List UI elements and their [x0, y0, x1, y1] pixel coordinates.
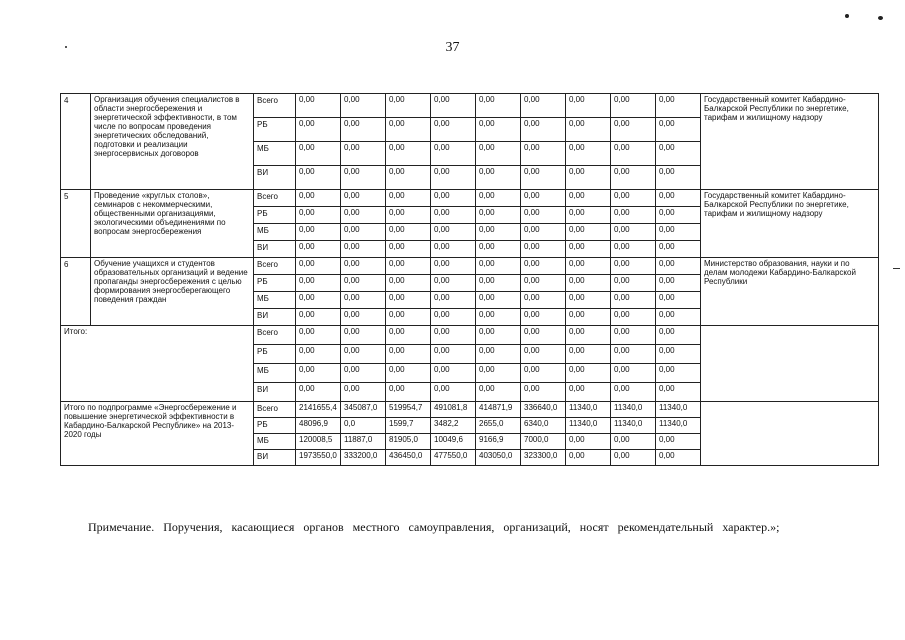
- funding-value: 0,00: [386, 166, 431, 190]
- funding-value: 0,00: [476, 118, 521, 142]
- funding-value: 403050,0: [476, 450, 521, 466]
- funding-source-label: ВИ: [254, 309, 296, 326]
- funding-value: 0,00: [656, 450, 701, 466]
- funding-value: 0,00: [296, 345, 341, 364]
- funding-value: 0,00: [611, 345, 656, 364]
- funding-value: 0,00: [566, 224, 611, 241]
- funding-value: 0,00: [431, 326, 476, 345]
- funding-value: 333200,0: [341, 450, 386, 466]
- funding-source-label: Всего: [254, 326, 296, 345]
- funding-value: 0,00: [386, 94, 431, 118]
- funding-value: 0,00: [566, 345, 611, 364]
- funding-value: 0,00: [656, 207, 701, 224]
- funding-source-label: РБ: [254, 345, 296, 364]
- funding-value: 0,00: [386, 142, 431, 166]
- funding-source-label: РБ: [254, 207, 296, 224]
- funding-value: 0,00: [566, 258, 611, 275]
- funding-value: 0,00: [521, 309, 566, 326]
- funding-value: 0,00: [521, 326, 566, 345]
- funding-value: 0,00: [476, 292, 521, 309]
- funding-value: 0,00: [431, 94, 476, 118]
- funding-value: 0,00: [611, 309, 656, 326]
- funding-value: 323300,0: [521, 450, 566, 466]
- funding-value: 0,00: [386, 118, 431, 142]
- funding-source-label: ВИ: [254, 166, 296, 190]
- funding-value: 7000,0: [521, 434, 566, 450]
- funding-value: 0,00: [386, 275, 431, 292]
- measure-name: Обучение учащихся и студентов образовательных организаций и ведение пропаганды энергосбережения с целью формирования энергосберегающего поведения граждан: [91, 258, 254, 326]
- funding-value: 0,00: [476, 166, 521, 190]
- funding-value: 0,00: [566, 434, 611, 450]
- funding-value: 0,00: [296, 207, 341, 224]
- funding-value: 11340,0: [566, 418, 611, 434]
- funding-value: 0,00: [296, 383, 341, 402]
- funding-value: 10049,6: [431, 434, 476, 450]
- funding-value: 0,00: [611, 258, 656, 275]
- funding-value: 0,00: [431, 383, 476, 402]
- funding-value: 0,00: [386, 383, 431, 402]
- funding-value: 436450,0: [386, 450, 431, 466]
- funding-value: 0,00: [521, 166, 566, 190]
- funding-value: 0,00: [341, 241, 386, 258]
- funding-value: 0,00: [296, 166, 341, 190]
- funding-source-label: ВИ: [254, 241, 296, 258]
- page-number: 37: [445, 40, 460, 55]
- funding-value: 0,00: [476, 207, 521, 224]
- funding-value: 0,00: [611, 207, 656, 224]
- funding-value: 0,00: [296, 94, 341, 118]
- margin-dash: [893, 268, 900, 269]
- funding-value: 0,00: [431, 345, 476, 364]
- funding-value: 0,00: [431, 258, 476, 275]
- funding-source-label: РБ: [254, 275, 296, 292]
- funding-value: 0,00: [341, 142, 386, 166]
- funding-value: 0,00: [566, 142, 611, 166]
- funding-value: 6340,0: [521, 418, 566, 434]
- funding-value: 48096,9: [296, 418, 341, 434]
- funding-value: 0,00: [296, 309, 341, 326]
- funding-value: 0,00: [656, 166, 701, 190]
- funding-value: 0,00: [611, 190, 656, 207]
- funding-value: 0,00: [296, 326, 341, 345]
- funding-value: 0,00: [566, 309, 611, 326]
- funding-value: 0,00: [656, 118, 701, 142]
- funding-value: 0,00: [431, 207, 476, 224]
- funding-value: 0,00: [656, 345, 701, 364]
- funding-source-label: Всего: [254, 258, 296, 275]
- funding-value: 0,00: [431, 364, 476, 383]
- funding-value: 0,00: [521, 241, 566, 258]
- funding-value: 0,00: [296, 224, 341, 241]
- funding-value: 0,00: [341, 207, 386, 224]
- funding-value: 0,00: [476, 309, 521, 326]
- measure-name: Проведение «круглых столов», семинаров с некоммерческими, общественными организациями, экологическими объединениями по вопросам энергосбережения: [91, 190, 254, 258]
- funding-source-label: МБ: [254, 142, 296, 166]
- footnote-text: Примечание. Поручения, касающиеся органов местного самоуправления, организаций, носят рекомендательный характер.»;: [88, 520, 780, 534]
- funding-source-label: Всего: [254, 402, 296, 418]
- funding-value: 0,00: [611, 224, 656, 241]
- funding-value: 0,00: [386, 224, 431, 241]
- funding-value: 120008,5: [296, 434, 341, 450]
- funding-value: 0,00: [341, 190, 386, 207]
- funding-value: 0,00: [476, 364, 521, 383]
- funding-value: 11340,0: [611, 402, 656, 418]
- funding-value: 0,00: [656, 326, 701, 345]
- funding-value: 0,00: [476, 94, 521, 118]
- measure-name: Итого по подпрограмме «Энергосбережение и повышение энергетической эффективности в Кабардино-Балкарской Республике» на 2013-2020 годы: [61, 402, 254, 466]
- funding-value: 11340,0: [566, 402, 611, 418]
- funding-value: 0,00: [656, 275, 701, 292]
- funding-value: 0,00: [566, 450, 611, 466]
- funding-value: 0,00: [656, 383, 701, 402]
- funding-value: 0,00: [566, 326, 611, 345]
- funding-value: 0,00: [521, 258, 566, 275]
- funding-value: 0,00: [476, 258, 521, 275]
- funding-value: 11340,0: [656, 402, 701, 418]
- funding-value: 0,00: [431, 292, 476, 309]
- funding-value: 0,00: [656, 224, 701, 241]
- funding-value: 0,00: [341, 118, 386, 142]
- funding-value: 0,00: [341, 345, 386, 364]
- funding-value: 0,00: [656, 364, 701, 383]
- funding-value: 0,00: [431, 118, 476, 142]
- scan-dot: [65, 46, 67, 48]
- funding-source-label: ВИ: [254, 383, 296, 402]
- funding-source-label: РБ: [254, 418, 296, 434]
- funding-value: 414871,9: [476, 402, 521, 418]
- funding-value: 0,00: [521, 94, 566, 118]
- funding-value: 0,00: [656, 258, 701, 275]
- funding-value: 2141655,4: [296, 402, 341, 418]
- funding-value: 0,00: [341, 94, 386, 118]
- funding-value: 0,00: [476, 190, 521, 207]
- funding-source-label: МБ: [254, 292, 296, 309]
- funding-source-label: ВИ: [254, 450, 296, 466]
- program-table: [60, 93, 879, 466]
- funding-value: 0,00: [521, 118, 566, 142]
- table-body: [61, 94, 879, 466]
- funding-value: 0,00: [611, 241, 656, 258]
- funding-value: 0,00: [611, 434, 656, 450]
- funding-value: 0,00: [611, 94, 656, 118]
- funding-value: 345087,0: [341, 402, 386, 418]
- funding-value: 0,00: [431, 224, 476, 241]
- funding-value: 0,00: [656, 292, 701, 309]
- funding-value: 0,00: [566, 166, 611, 190]
- row-number: 6: [61, 258, 91, 326]
- funding-value: 0,00: [431, 166, 476, 190]
- measure-name: Итого:: [61, 326, 254, 402]
- funding-value: 0,00: [611, 326, 656, 345]
- funding-value: 0,00: [341, 326, 386, 345]
- funding-value: 11887,0: [341, 434, 386, 450]
- funding-value: 0,00: [341, 166, 386, 190]
- funding-value: 0,00: [611, 364, 656, 383]
- funding-value: 0,00: [296, 258, 341, 275]
- funding-value: 0,00: [521, 364, 566, 383]
- funding-value: 0,00: [611, 166, 656, 190]
- funding-value: 0,00: [296, 275, 341, 292]
- funding-value: 0,00: [611, 292, 656, 309]
- funding-value: 0,00: [386, 345, 431, 364]
- funding-value: 0,00: [656, 241, 701, 258]
- funding-value: 0,00: [476, 326, 521, 345]
- measure-name: Организация обучения специалистов в области энергосбережения и энергетической эффективности, в том числе по вопросам проведения энергетических обследований, подготовки и реализации энергосервисных договоров: [91, 94, 254, 190]
- funding-value: 0,00: [386, 309, 431, 326]
- funding-value: 0,00: [566, 207, 611, 224]
- funding-value: 0,00: [566, 118, 611, 142]
- funding-value: 81905,0: [386, 434, 431, 450]
- funding-source-label: Всего: [254, 94, 296, 118]
- funding-value: 0,00: [611, 275, 656, 292]
- funding-value: 0,00: [611, 142, 656, 166]
- scan-dot: [878, 16, 883, 20]
- funding-value: 0,00: [386, 326, 431, 345]
- funding-value: 0,00: [341, 258, 386, 275]
- funding-value: 0,00: [656, 434, 701, 450]
- funding-value: 0,00: [611, 383, 656, 402]
- funding-value: 0,00: [476, 142, 521, 166]
- funding-source-label: Всего: [254, 190, 296, 207]
- funding-value: 0,00: [296, 142, 341, 166]
- funding-value: 0,00: [386, 241, 431, 258]
- funding-source-label: МБ: [254, 364, 296, 383]
- funding-value: 0,00: [476, 241, 521, 258]
- funding-value: 0,00: [476, 224, 521, 241]
- funding-value: 3482,2: [431, 418, 476, 434]
- funding-source-label: МБ: [254, 434, 296, 450]
- funding-value: 0,00: [476, 383, 521, 402]
- funding-value: 0,00: [431, 142, 476, 166]
- funding-value: 11340,0: [611, 418, 656, 434]
- funding-value: 0,00: [341, 309, 386, 326]
- funding-value: 0,00: [476, 345, 521, 364]
- table-row: [61, 94, 879, 118]
- funding-value: 9166,9: [476, 434, 521, 450]
- funding-value: 0,00: [431, 241, 476, 258]
- funding-value: 0,00: [566, 275, 611, 292]
- row-number: 4: [61, 94, 91, 190]
- funding-value: 0,00: [386, 207, 431, 224]
- executor-cell: Министерство образования, науки и по делам молодежи Кабардино-Балкарской Республики: [701, 258, 879, 326]
- funding-value: 491081,8: [431, 402, 476, 418]
- funding-value: 0,00: [566, 241, 611, 258]
- funding-value: 0,00: [386, 292, 431, 309]
- funding-value: 0,00: [386, 258, 431, 275]
- executor-cell: [701, 326, 879, 402]
- funding-value: 0,00: [431, 275, 476, 292]
- funding-value: 0,00: [386, 190, 431, 207]
- funding-value: 0,00: [566, 94, 611, 118]
- funding-value: 0,00: [521, 345, 566, 364]
- funding-value: 0,00: [431, 309, 476, 326]
- funding-value: 0,00: [521, 383, 566, 402]
- funding-value: 11340,0: [656, 418, 701, 434]
- funding-value: 0,00: [341, 275, 386, 292]
- funding-value: 0,00: [296, 190, 341, 207]
- funding-value: 0,00: [341, 383, 386, 402]
- funding-value: 519954,7: [386, 402, 431, 418]
- table-row: [61, 402, 879, 418]
- funding-value: 0,0: [341, 418, 386, 434]
- funding-value: 2655,0: [476, 418, 521, 434]
- funding-value: 0,00: [566, 383, 611, 402]
- funding-value: 0,00: [296, 364, 341, 383]
- funding-value: 0,00: [566, 364, 611, 383]
- funding-value: 477550,0: [431, 450, 476, 466]
- funding-value: 0,00: [341, 292, 386, 309]
- funding-value: 336640,0: [521, 402, 566, 418]
- funding-value: 0,00: [611, 450, 656, 466]
- funding-value: 0,00: [521, 292, 566, 309]
- row-number: 5: [61, 190, 91, 258]
- table-row: [61, 258, 879, 275]
- funding-value: 0,00: [611, 118, 656, 142]
- funding-value: 1973550,0: [296, 450, 341, 466]
- funding-value: 0,00: [521, 207, 566, 224]
- funding-value: 0,00: [476, 275, 521, 292]
- executor-cell: [701, 402, 879, 466]
- funding-value: 0,00: [656, 309, 701, 326]
- funding-source-label: РБ: [254, 118, 296, 142]
- funding-source-label: МБ: [254, 224, 296, 241]
- funding-value: 0,00: [521, 224, 566, 241]
- funding-value: 0,00: [656, 94, 701, 118]
- funding-value: 0,00: [296, 241, 341, 258]
- funding-value: 0,00: [431, 190, 476, 207]
- executor-cell: Государственный комитет Кабардино-Балкарской Республики по энергетике, тарифам и жилищному надзору: [701, 190, 879, 258]
- funding-value: 0,00: [341, 364, 386, 383]
- table-row: [61, 190, 879, 207]
- funding-value: 0,00: [566, 190, 611, 207]
- funding-value: 0,00: [656, 142, 701, 166]
- funding-value: 0,00: [656, 190, 701, 207]
- funding-value: 0,00: [296, 292, 341, 309]
- scan-dot: [845, 14, 849, 18]
- funding-value: 0,00: [521, 275, 566, 292]
- funding-value: 0,00: [296, 118, 341, 142]
- executor-cell: Государственный комитет Кабардино-Балкарской Республики по энергетике, тарифам и жилищному надзору: [701, 94, 879, 190]
- funding-value: 0,00: [521, 142, 566, 166]
- funding-value: 0,00: [386, 364, 431, 383]
- funding-value: 0,00: [521, 190, 566, 207]
- funding-value: 0,00: [341, 224, 386, 241]
- funding-value: 0,00: [566, 292, 611, 309]
- funding-value: 1599,7: [386, 418, 431, 434]
- table-row: [61, 326, 879, 345]
